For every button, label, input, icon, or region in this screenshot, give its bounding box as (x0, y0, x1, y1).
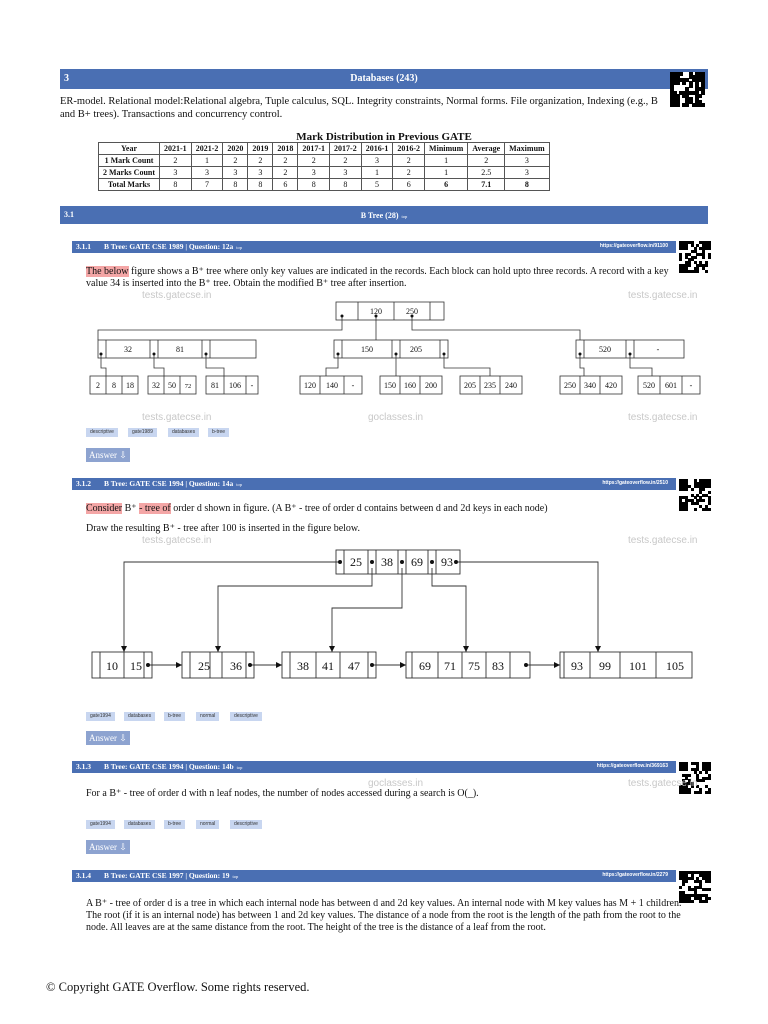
tree-key: 69 (411, 555, 423, 569)
tree-key: 160 (404, 381, 416, 390)
watermark-text: tests.gatecse.in (142, 290, 212, 301)
question-title (104, 242, 242, 251)
watermark-text: goclasses.in (368, 778, 424, 789)
tag[interactable]: b-tree (208, 428, 229, 437)
tree-key: 250 (406, 307, 418, 316)
watermark-text: tests.gatecse.in (628, 290, 698, 301)
question-title (104, 479, 242, 488)
table-cell: 6 (273, 179, 298, 191)
table-cell: 1 (361, 167, 393, 179)
marks-distribution-table (98, 142, 550, 191)
watermark-text: tests.gatecse.in (142, 535, 212, 546)
question-number: 3.1.4 (76, 871, 91, 880)
tree-key: 150 (384, 381, 396, 390)
table-cell: 2 (393, 155, 425, 167)
tree-key: 420 (605, 381, 617, 390)
tree-key: 25 (350, 555, 362, 569)
tree-key: - (351, 381, 355, 390)
question-body: figure shows a B⁺ tree where only key values are indicated in the records. Each block can hold upto three records. A record with a key value 34 is inserted into the B⁺ tree. Obtain the modified B⁺ tree after insertion. (86, 266, 669, 289)
watermark-text: tests.gatecse.in (142, 412, 212, 423)
tree-key: 47 (348, 659, 360, 673)
tree-key: 105 (666, 659, 684, 673)
question-header (72, 870, 676, 882)
tree-key: - (250, 381, 254, 390)
table-cell: 8 (330, 179, 362, 191)
table-header: 2021-1 (160, 143, 192, 155)
question-header (72, 241, 676, 253)
table-header: Average (468, 143, 505, 155)
top-link[interactable]: top (401, 214, 408, 219)
tree-key: - (689, 381, 693, 390)
tree-key: 205 (410, 345, 422, 354)
answer-button[interactable]: Answer ⇩ (86, 840, 130, 854)
tree-key: 81 (211, 381, 219, 390)
chapter-number: 3 (64, 73, 69, 84)
tag[interactable]: normal (196, 820, 219, 829)
highlighted-text: The below (86, 266, 129, 277)
tree-key: 520 (643, 381, 655, 390)
table-cell: 8 (160, 179, 192, 191)
tree-key: 38 (381, 555, 393, 569)
question-text: Draw the resulting B⁺ - tree after 100 is inserted in the figure below. (86, 523, 360, 534)
table-cell: 2 (223, 155, 248, 167)
table-header: Maximum (505, 143, 550, 155)
tree-key: 205 (464, 381, 476, 390)
chapter-header (60, 69, 708, 89)
table-cell: Total Marks (99, 179, 160, 191)
tag[interactable]: gate1994 (86, 820, 115, 829)
table-header: Minimum (425, 143, 468, 155)
question-title-text: B Tree: GATE CSE 1994 | Question: 14b (104, 762, 234, 771)
table-cell: 5 (361, 179, 393, 191)
tag[interactable]: b-tree (164, 820, 185, 829)
table-cell: 3 (361, 155, 393, 167)
tree-key: - (656, 345, 660, 354)
table-row (99, 179, 550, 191)
tag[interactable]: databases (124, 712, 155, 721)
chapter-title: Databases (243) (350, 73, 418, 84)
tree-key: 10 (106, 659, 118, 673)
question-title-text: B Tree: GATE CSE 1997 | Question: 19 (104, 871, 230, 880)
tag[interactable]: descriptive (230, 820, 262, 829)
tree-key: 340 (584, 381, 596, 390)
tree-key: 150 (361, 345, 373, 354)
section-header (60, 206, 708, 224)
table-cell: 6 (393, 179, 425, 191)
table-cell: 8 (223, 179, 248, 191)
section-number: 3.1 (64, 210, 74, 219)
tree-key: 50 (168, 381, 176, 390)
question-body: order d shown in figure. (A B⁺ - tree of order d contains between d and 2d keys in each node) (170, 503, 548, 514)
question-number: 3.1.1 (76, 242, 91, 251)
question-title (104, 762, 242, 771)
table-cell: 3 (223, 167, 248, 179)
question-body: B⁺ (122, 503, 140, 514)
tree-key: 32 (152, 381, 160, 390)
question-number: 3.1.2 (76, 479, 91, 488)
table-cell: 2 (298, 155, 330, 167)
table-header: 2016-1 (361, 143, 393, 155)
answer-button[interactable]: Answer ⇩ (86, 448, 130, 462)
tree-key: 120 (304, 381, 316, 390)
tree-key: 8 (112, 381, 116, 390)
question-text: A B⁺ - tree of order d is a tree in which each internal node has between d and 2d key values. An internal node with M key values has M + 1 children. The root (if it is an internal node) has between 1 and 2d key values. The distance of a node from the root is the length of the path from the root to the node. All leaves are at the same distance from the root. The height of the tree is the distance of a leaf from the root. (86, 898, 682, 933)
question-text (86, 503, 686, 515)
tree-key: 18 (126, 381, 134, 390)
question-link[interactable]: https://gateoverflow.in/369163 (596, 763, 668, 769)
table-cell: 8 (298, 179, 330, 191)
highlighted-text: Consider (86, 503, 123, 514)
table-cell: 3 (160, 167, 192, 179)
watermark-text: tests.gatecse.in (628, 412, 698, 423)
table-cell: 3 (248, 167, 273, 179)
table-cell: 2 (160, 155, 192, 167)
tag[interactable]: descriptive (86, 428, 118, 437)
question-text (86, 266, 686, 290)
qr-code-icon (670, 72, 704, 106)
table-header: 2018 (273, 143, 298, 155)
tree-key: 93 (571, 659, 583, 673)
tree-key: 520 (599, 345, 611, 354)
table-cell: 3 (191, 167, 223, 179)
question-title (104, 871, 238, 880)
tag[interactable]: normal (196, 712, 219, 721)
table-cell: 2 (468, 155, 505, 167)
highlighted-text: - tree of (139, 503, 171, 514)
tag[interactable]: descriptive (230, 712, 262, 721)
top-link[interactable]: top (236, 482, 242, 487)
table-header: 2019 (248, 143, 273, 155)
tree-key: 41 (322, 659, 334, 673)
tree-key: 15 (130, 659, 142, 673)
table-cell: 2 (273, 155, 298, 167)
question-title-text: B Tree: GATE CSE 1994 | Question: 14a (104, 479, 234, 488)
tree-key: 72 (184, 383, 192, 390)
table-header: 2016-2 (393, 143, 425, 155)
tree-key: 32 (124, 345, 132, 354)
question-title-text: B Tree: GATE CSE 1989 | Question: 12a (104, 242, 234, 251)
tree-key: 106 (229, 381, 241, 390)
copyright-footer: © Copyright GATE Overflow. Some rights reserved. (46, 980, 310, 994)
tree-key: 240 (505, 381, 517, 390)
tree-key: 93 (441, 555, 453, 569)
question-link[interactable]: https://gateoverflow.in/91100 (599, 243, 668, 249)
top-link[interactable]: top (236, 765, 243, 770)
table-cell: 7 (191, 179, 223, 191)
tree-key: 101 (629, 659, 647, 673)
tag[interactable]: b-tree (164, 712, 185, 721)
question-link[interactable]: https://gateoverflow.in/2510 (602, 480, 668, 486)
table-cell: 3 (505, 155, 550, 167)
tree-key: 120 (370, 307, 382, 316)
bplus-tree-diagram-2 (86, 544, 710, 692)
top-link[interactable]: top (236, 245, 242, 250)
tree-key: 83 (492, 659, 504, 673)
table-cell: 3 (330, 167, 362, 179)
tag[interactable]: gate1989 (128, 428, 157, 437)
table-cell: 8 (248, 179, 273, 191)
table-header: Year (99, 143, 160, 155)
table-cell: 8 (505, 179, 550, 191)
table-cell: 2.5 (468, 167, 505, 179)
question-text: For a B⁺ - tree of order d with n leaf nodes, the number of nodes accessed during a search is O(_). (86, 788, 479, 799)
tree-key: 25 (198, 659, 210, 673)
watermark-text: tests.gatecse.in (628, 778, 698, 789)
syllabus-text: ER-model. Relational model:Relational algebra, Tuple calculus, SQL. Integrity constraints, Normal forms. File organization, Indexing (e.g., B and B+ trees). Transactions and concurrency control. (60, 96, 658, 120)
tree-key: 99 (599, 659, 611, 673)
question-number: 3.1.3 (76, 762, 91, 771)
tree-key: 71 (444, 659, 456, 673)
section-title-text: B Tree (28) (360, 211, 399, 220)
top-link[interactable]: top (232, 874, 239, 879)
table-cell: 1 Mark Count (99, 155, 160, 167)
answer-button[interactable]: Answer ⇩ (86, 731, 130, 745)
table-cell: 2 (273, 167, 298, 179)
tree-key: 75 (468, 659, 480, 673)
bplus-tree-diagram-1 (86, 296, 706, 421)
table-header: 2020 (223, 143, 248, 155)
table-cell: 2 Marks Count (99, 167, 160, 179)
tree-key: 235 (484, 381, 496, 390)
tree-key: 38 (297, 659, 309, 673)
answer-label: Answer (89, 733, 117, 743)
table-cell: 2 (330, 155, 362, 167)
table-cell: 3 (505, 167, 550, 179)
tree-key: 250 (564, 381, 576, 390)
table-cell: 2 (248, 155, 273, 167)
marks-table-title: Mark Distribution in Previous GATE (296, 131, 472, 143)
table-cell: 1 (191, 155, 223, 167)
watermark-text: goclasses.in (368, 412, 424, 423)
answer-label: Answer (89, 450, 117, 460)
table-cell: 3 (298, 167, 330, 179)
question-header (72, 478, 676, 490)
table-cell: 1 (425, 167, 468, 179)
section-title (60, 211, 708, 220)
tree-key: 2 (96, 381, 100, 390)
table-header-row (99, 143, 550, 155)
table-header: 2021-2 (191, 143, 223, 155)
tag[interactable]: databases (124, 820, 155, 829)
table-row (99, 155, 550, 167)
table-cell: 2 (393, 167, 425, 179)
table-row (99, 167, 550, 179)
tree-key: 69 (419, 659, 431, 673)
question-link[interactable]: https://gateoverflow.in/2279 (602, 872, 668, 878)
table-header: 2017-2 (330, 143, 362, 155)
table-cell: 1 (425, 155, 468, 167)
tag[interactable]: databases (168, 428, 199, 437)
tree-key: 81 (176, 345, 184, 354)
tree-key: 36 (230, 659, 242, 673)
tree-key: 200 (425, 381, 437, 390)
table-cell: 6 (425, 179, 468, 191)
answer-label: Answer (89, 842, 117, 852)
tree-key: 601 (665, 381, 677, 390)
watermark-text: tests.gatecse.in (628, 535, 698, 546)
table-header: 2017-1 (298, 143, 330, 155)
tree-key: 140 (326, 381, 338, 390)
tag[interactable]: gate1994 (86, 712, 115, 721)
table-cell: 7.1 (468, 179, 505, 191)
question-header (72, 761, 676, 773)
